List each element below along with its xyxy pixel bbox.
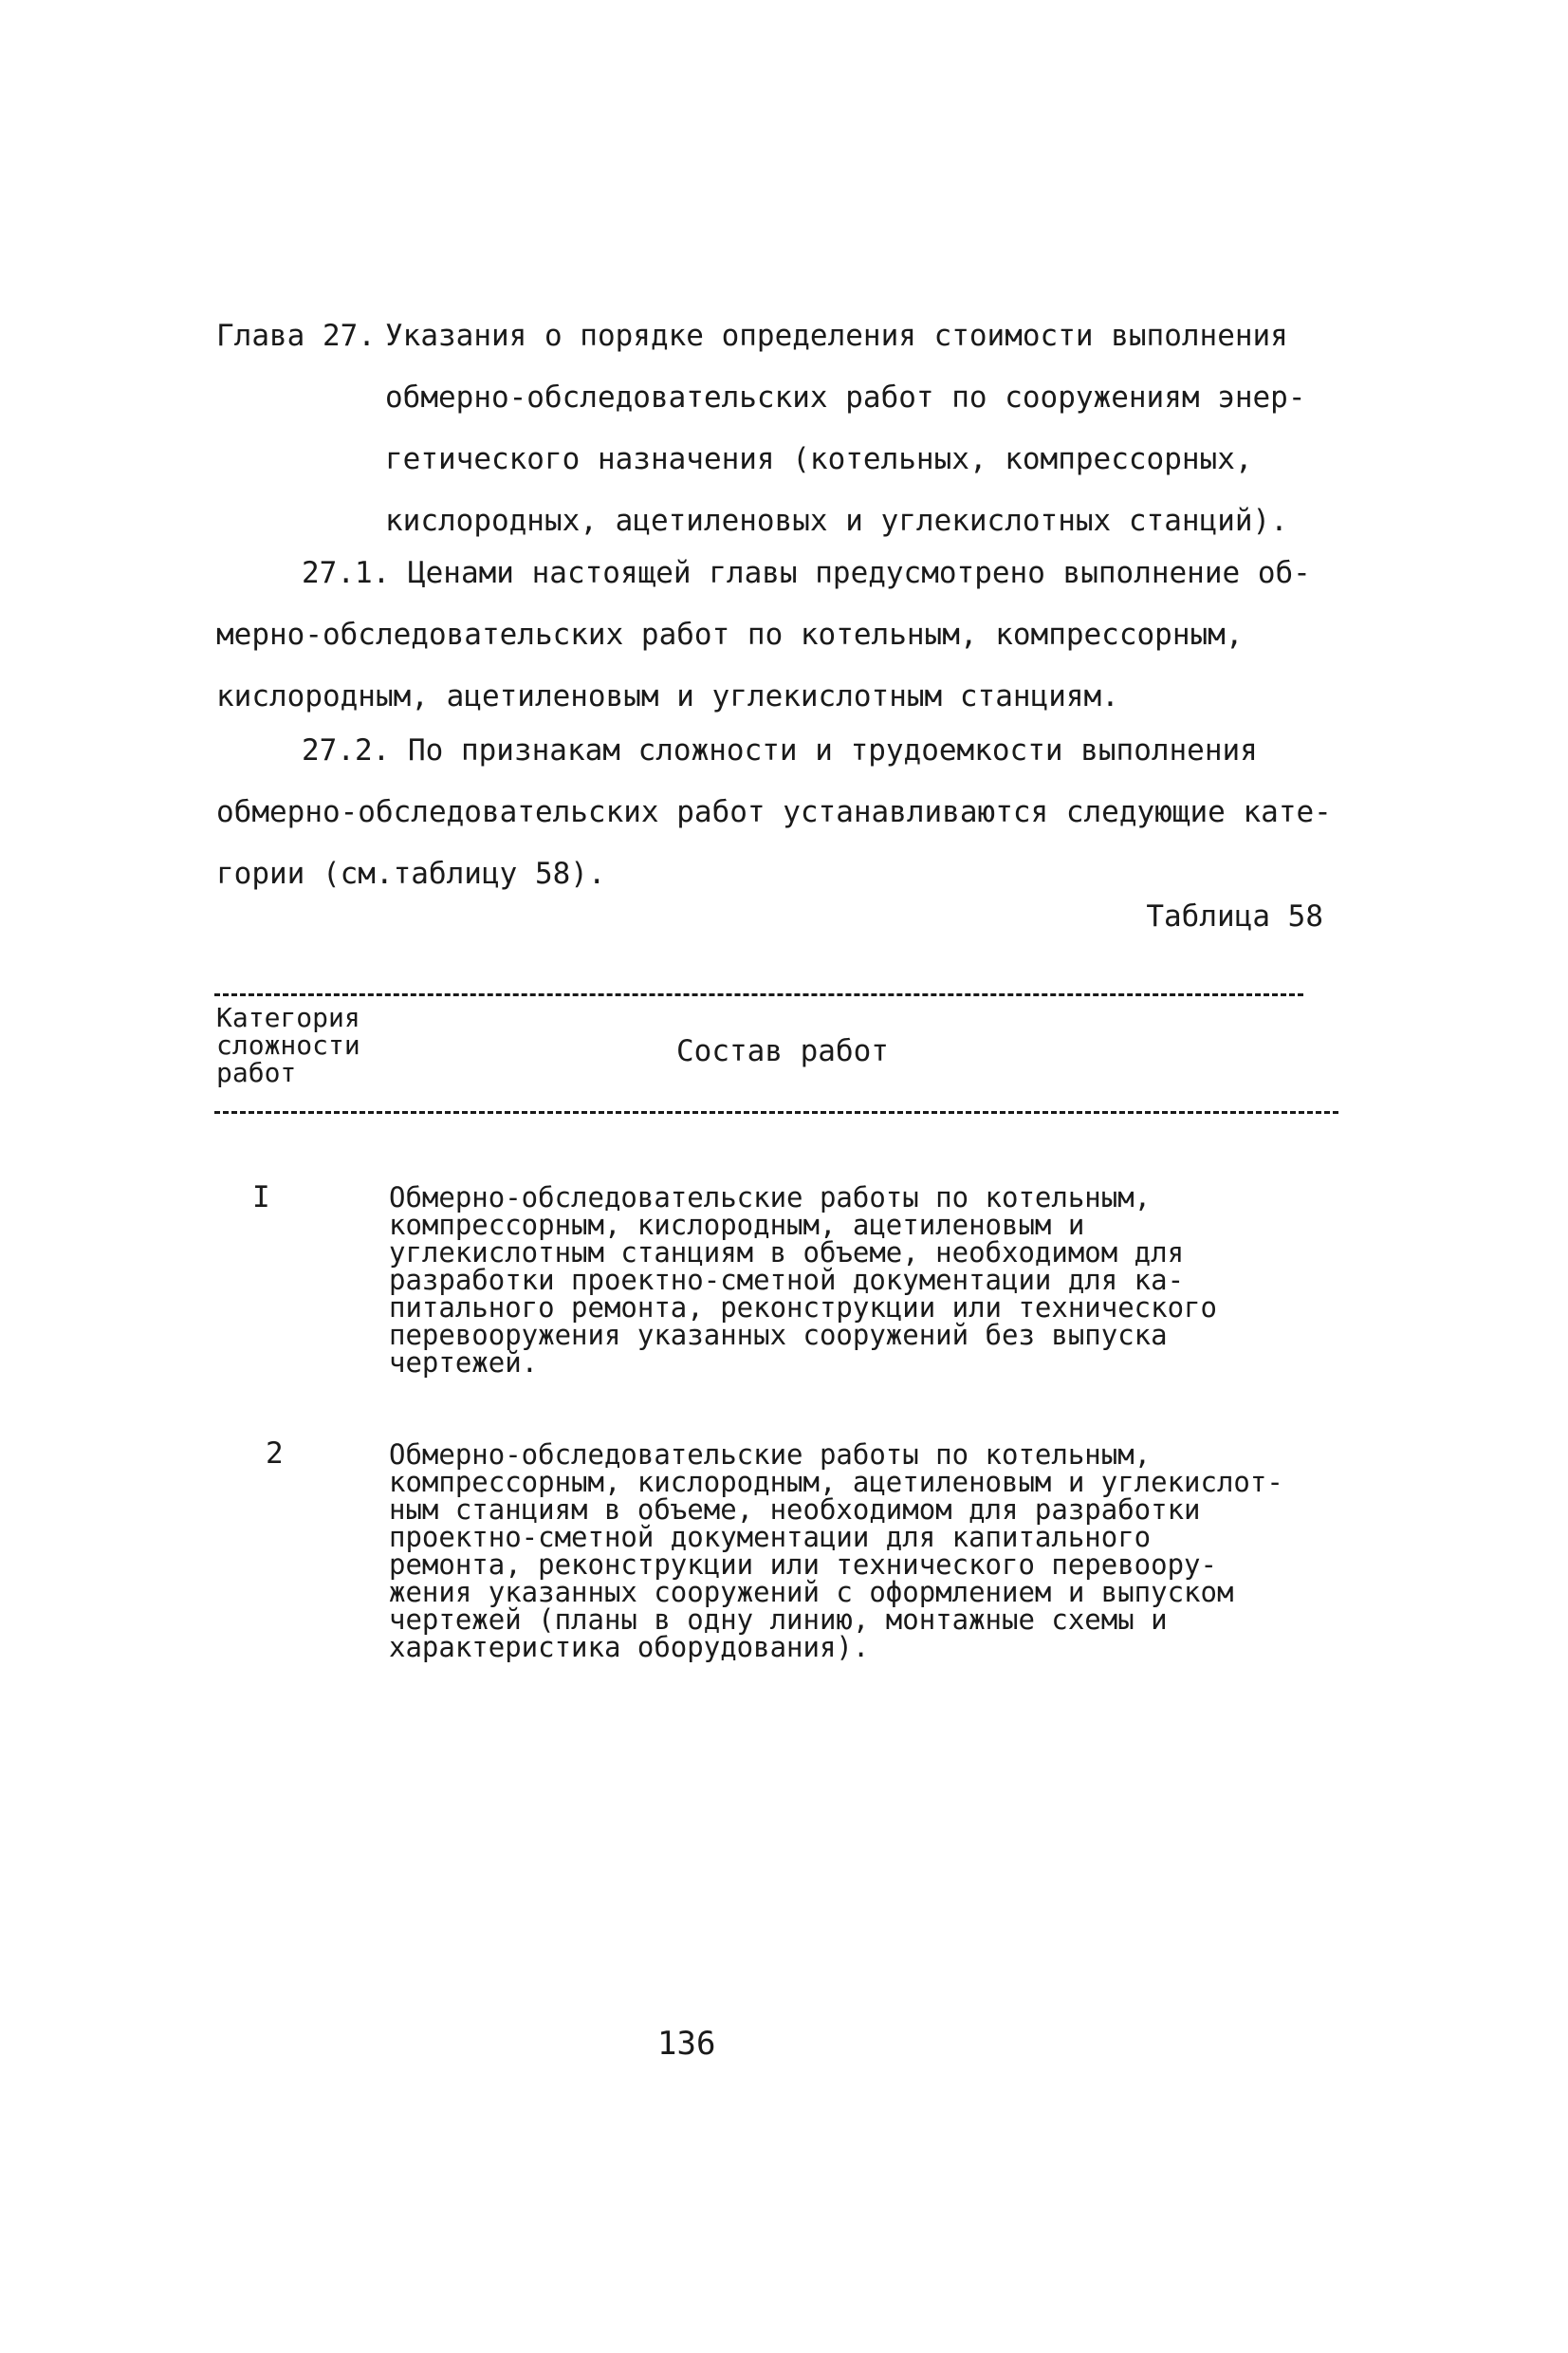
table-row-line: чертежей (планы в одну линию, монтажные схемы и	[389, 1603, 1168, 1636]
paragraph-line: гории (см.таблицу 58).	[216, 857, 606, 891]
table-row-line: питального ремонта, реконструкции или технического	[389, 1291, 1217, 1324]
table-row-line: компрессорным, кислородным, ацетиленовым и углекислот-	[389, 1466, 1283, 1498]
chapter-title-line: гетического назначения (котельных, компрессорных,	[385, 442, 1253, 476]
chapter-title-line: Указания о порядке определения стоимости выполнения	[385, 319, 1288, 353]
table-row-line: чертежей.	[389, 1346, 539, 1379]
table-caption: Таблица 58	[1146, 899, 1323, 934]
paragraph-line: кислородным, ацетиленовым и углекислотным станциям.	[216, 679, 1119, 713]
table-row-line: жения указанных сооружений с оформлением и выпуском	[389, 1576, 1234, 1608]
table-row-line: проектно-сметной документации для капитального	[389, 1521, 1152, 1553]
table-row-line: ным станциям в объеме, необходимом для разработки	[389, 1493, 1201, 1526]
table-row-line: Обмерно-обследовательские работы по котельным,	[389, 1181, 1152, 1214]
table-row-line: ремонта, реконструкции или технического перевоору-	[389, 1548, 1217, 1581]
paragraph-line: мерно-обследовательских работ по котельным, компрессорным,	[216, 618, 1244, 652]
paragraph-27-2	[216, 720, 1355, 905]
table-row-line: разработки проектно-сметной документации для ка-	[389, 1264, 1185, 1296]
table-header-rule	[214, 1111, 1338, 1114]
paragraph-line: 27.1. Ценами настоящей главы предусмотрено выполнение об-	[302, 556, 1311, 590]
paragraph-line: 27.2. По признакам сложности и трудоемкости выполнения	[302, 733, 1258, 768]
chapter-label: Глава 27.	[216, 319, 376, 353]
table-row-line: характеристика оборудования).	[389, 1631, 870, 1663]
page-number: 136	[657, 2025, 716, 2063]
table-top-rule	[214, 993, 1303, 996]
table-row-category: 2	[266, 1436, 284, 1471]
table-row-category: I	[252, 1180, 270, 1214]
table-row-line: перевооружения указанных сооружений без выпуска	[389, 1319, 1168, 1351]
table-row-line: Обмерно-обследовательские работы по котельным,	[389, 1438, 1152, 1471]
column-header-work: Состав работ	[676, 1034, 889, 1068]
paragraph-line: обмерно-обследовательских работ устанавливаются следующие кате-	[216, 795, 1332, 829]
chapter-title-line: обмерно-обследовательских работ по сооружениям энер-	[385, 380, 1306, 415]
paragraph-27-1	[216, 543, 1355, 728]
table-row-description	[389, 1438, 1385, 1663]
chapter-title	[385, 306, 1343, 552]
column-header-category: Категория сложности работ	[216, 1002, 360, 1088]
table-row-line: углекислотным станциям в объеме, необходимом для	[389, 1236, 1185, 1269]
table-row-line: компрессорным, кислородным, ацетиленовым и	[389, 1209, 1085, 1241]
chapter-title-line: кислородных, ацетиленовых и углекислотных станций).	[385, 504, 1288, 538]
table-row-description	[389, 1181, 1385, 1379]
